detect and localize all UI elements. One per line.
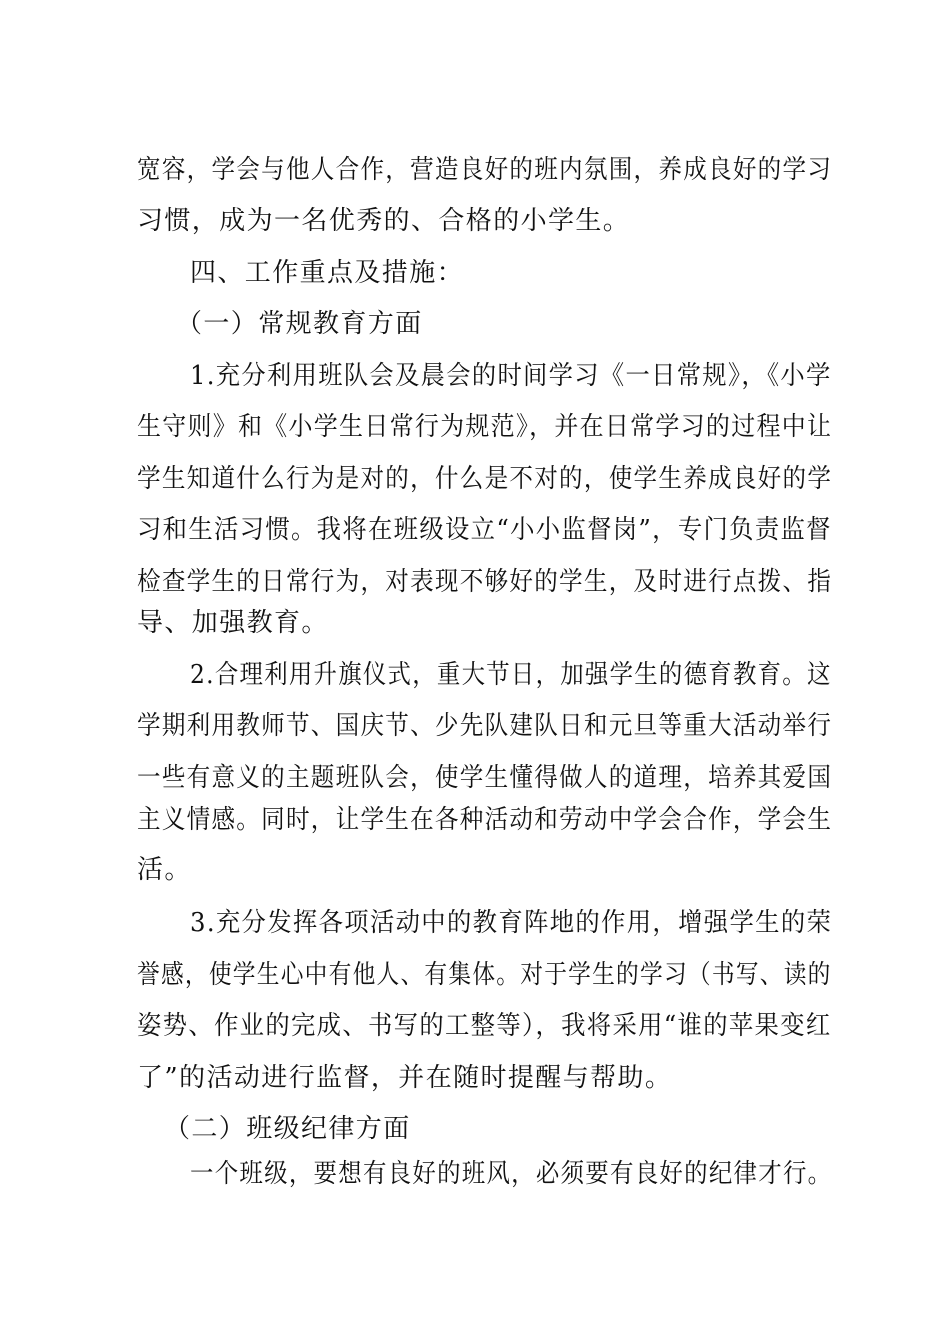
body-text-line: 宽容，学会与他人合作，营造良好的班内氛围，养成良好的学习 bbox=[137, 155, 833, 185]
body-text-line: 誉感，使学生心中有他人、有集体。对于学生的学习（书写、读的 bbox=[137, 960, 832, 990]
body-text-line: 导、加强教育。 bbox=[137, 608, 329, 638]
body-text-line: 一个班级，要想有良好的班风，必须要有良好的纪律才行。 bbox=[190, 1159, 833, 1189]
subsection-heading: （一）常规教育方面 bbox=[176, 309, 423, 339]
body-text-line: 姿势、作业的完成、书写的工整等），我将采用“谁的苹果变红 bbox=[137, 1011, 832, 1041]
body-text-line: 主义情感。同时，让学生在各种活动和劳动中学会合作，学会生 bbox=[137, 805, 833, 835]
body-text-line: 一些有意义的主题班队会，使学生懂得做人的道理，培养其爱国 bbox=[137, 763, 833, 793]
body-text-line: 3.充分发挥各项活动中的教育阵地的作用，增强学生的荣 bbox=[190, 908, 833, 938]
subsection-heading: （二）班级纪律方面 bbox=[164, 1114, 411, 1144]
body-text-line: 生守则》和《小学生日常行为规范》，并在日常学习的过程中让 bbox=[137, 412, 833, 442]
body-text-line: 2.合理利用升旗仪式，重大节日，加强学生的德育教育。这 bbox=[190, 660, 832, 690]
body-text-line: 学生知道什么行为是对的，什么是不对的，使学生养成良好的学 bbox=[137, 464, 833, 494]
body-text-line: 学期利用教师节、国庆节、少先队建队日和元旦等重大活动举行 bbox=[137, 711, 833, 741]
body-text-line: 检查学生的日常行为，对表现不够好的学生，及时进行点拨、指 bbox=[137, 567, 833, 597]
body-text-line: 1.充分利用班队会及晨会的时间学习《一日常规》，《小学 bbox=[190, 361, 832, 391]
body-text-line: 活。 bbox=[137, 855, 192, 885]
body-text-line: 习和生活习惯。我将在班级设立“小小监督岗”，专门负责监督 bbox=[137, 515, 832, 545]
body-text-line: 习惯，成为一名优秀的、合格的小学生。 bbox=[137, 206, 631, 236]
section-heading: 四、工作重点及措施： bbox=[190, 258, 465, 288]
body-text-line: 了”的活动进行监督，并在随时提醒与帮助。 bbox=[137, 1063, 673, 1093]
